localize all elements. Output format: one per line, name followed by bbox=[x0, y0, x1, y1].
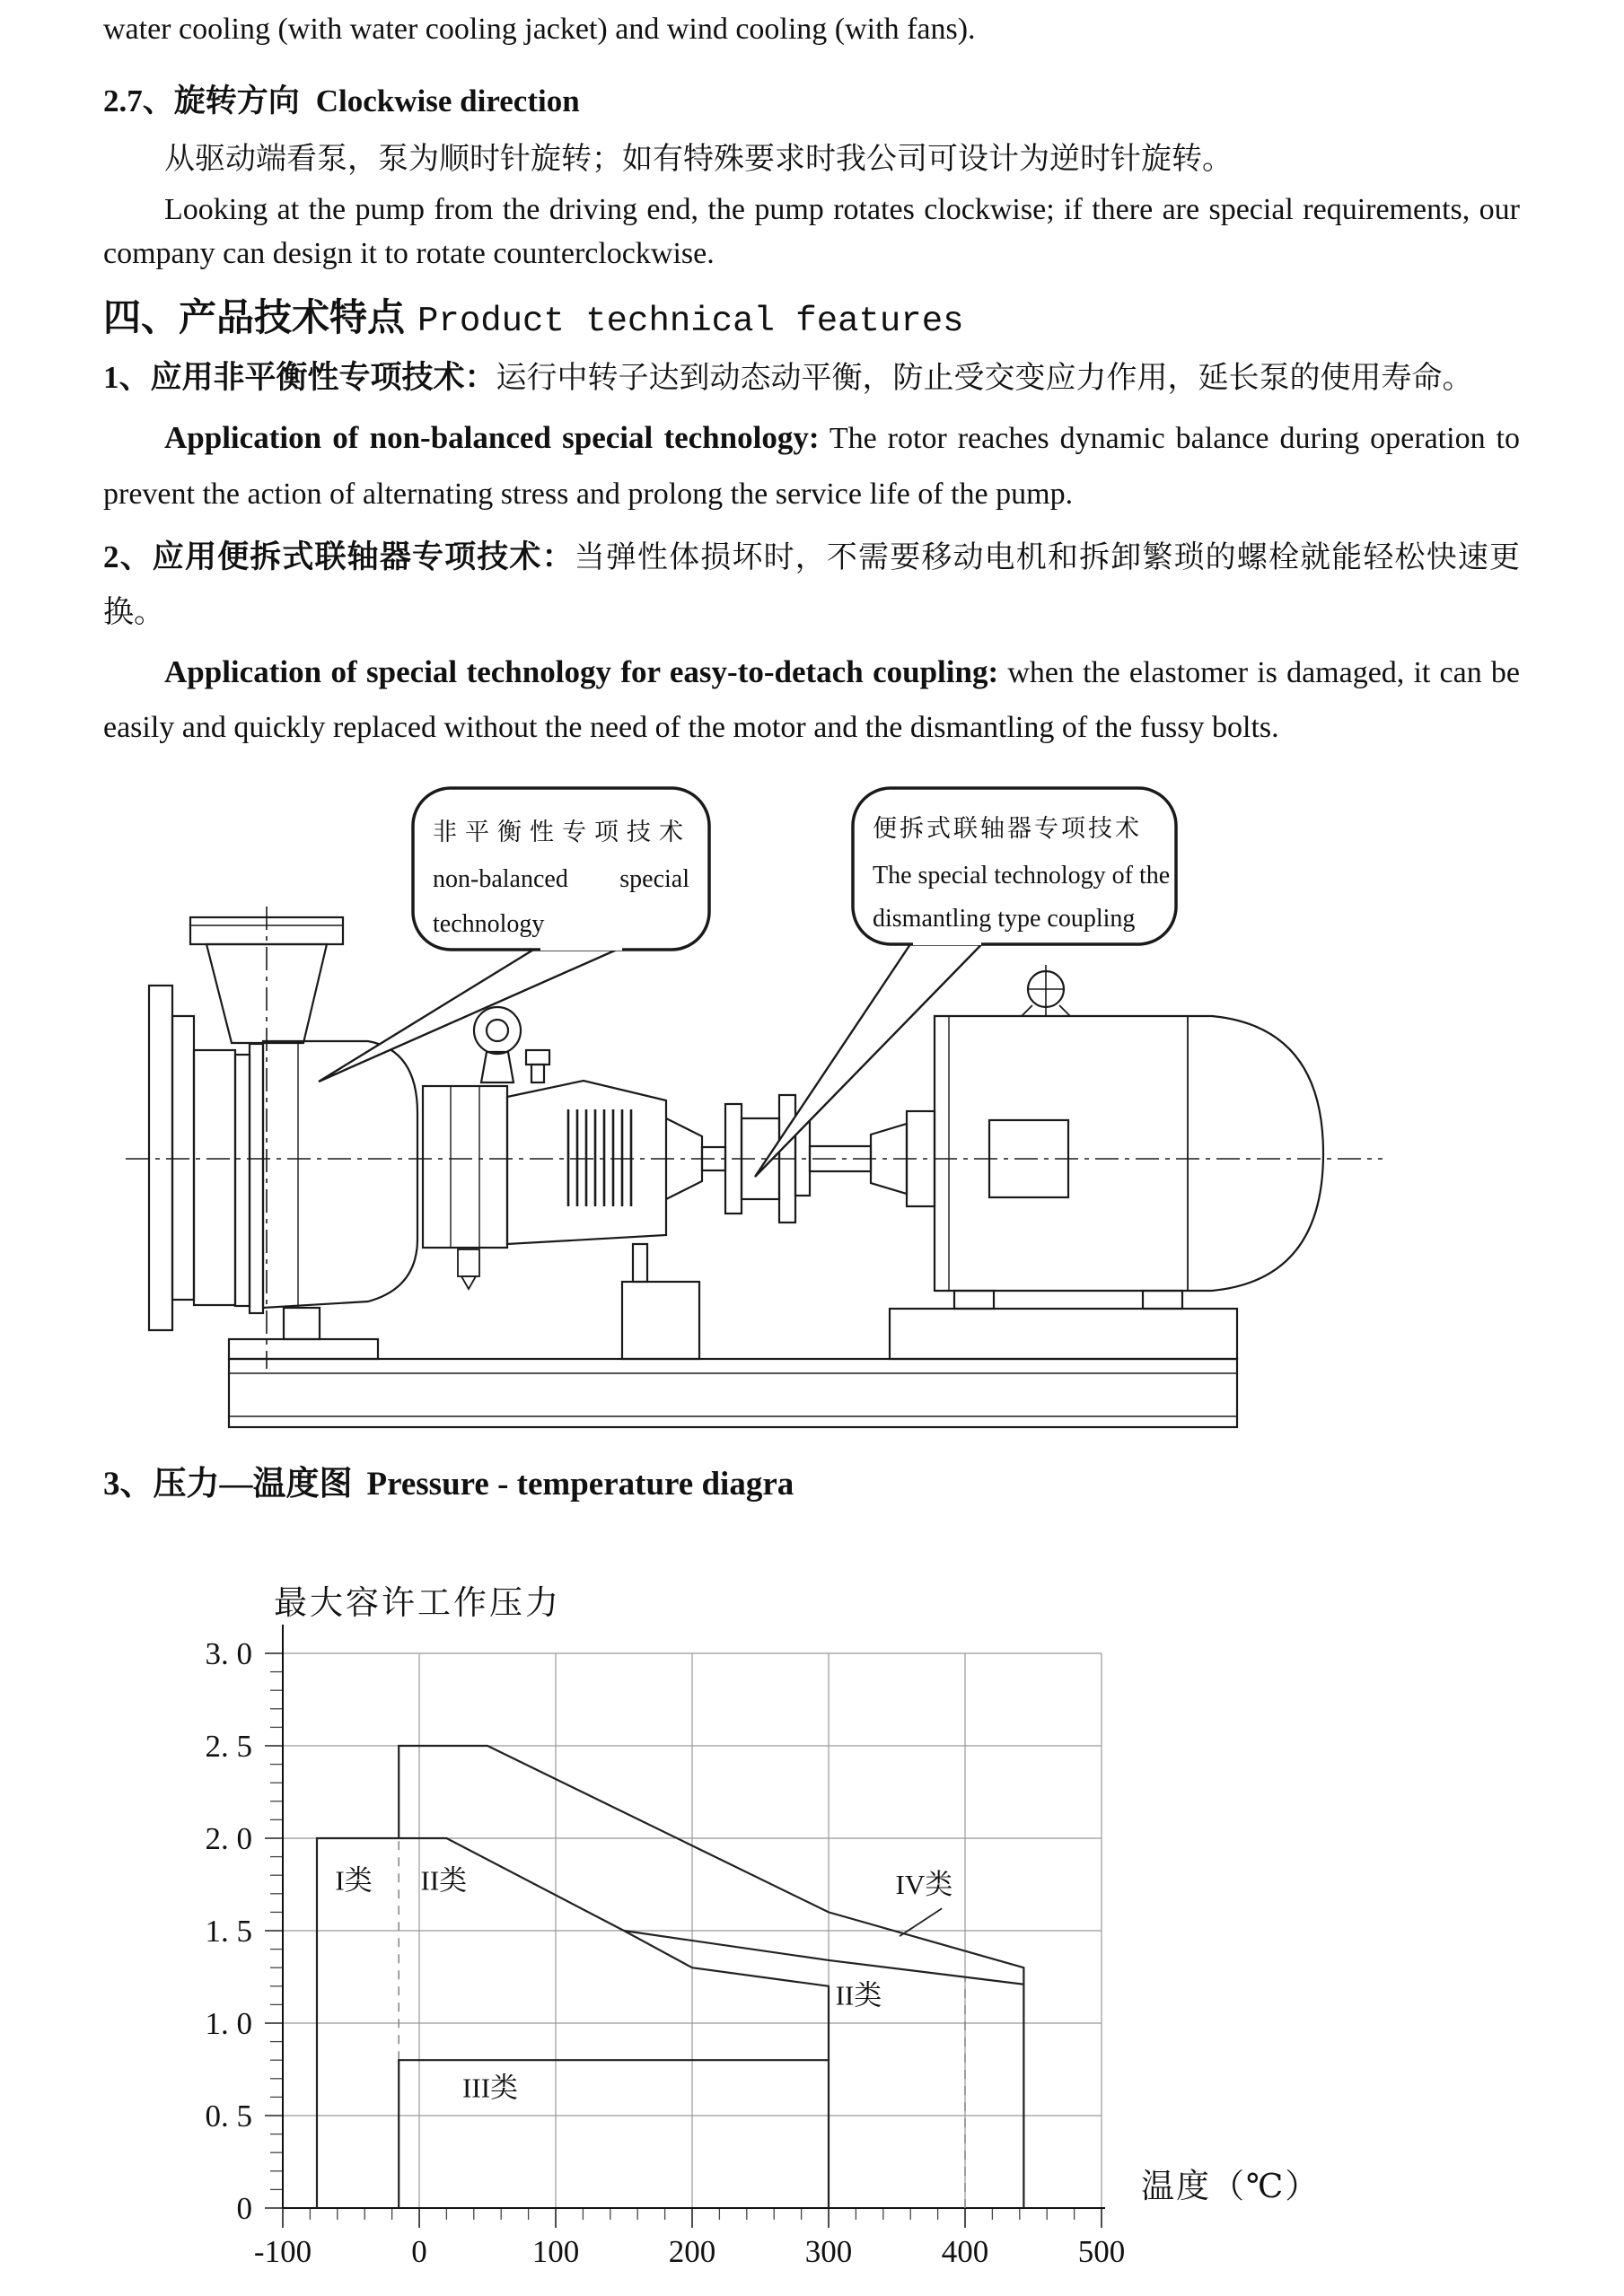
rotation-paragraph-en: Looking at the pump from the driving end, the pump rotates clockwise; if there are special requirements, our company can design it to rotate counterclockwise. bbox=[103, 192, 1520, 270]
feature-2-en bbox=[103, 644, 1520, 755]
feature-2-zh bbox=[103, 529, 1520, 640]
x-tick-label--100: -100 bbox=[253, 2234, 312, 2269]
callout1-en-b: special bbox=[619, 865, 689, 893]
y-tick-label-3: 3. 0 bbox=[205, 1636, 252, 1671]
feature-2-en-body: when the elastomer is damaged, it can be easily and quickly replaced without the need of the motor and the dismantling of the fussy bolts. bbox=[103, 656, 1520, 745]
callout2-en-line1: The special technology of the bbox=[873, 862, 1171, 889]
pump-assembly-diagram bbox=[99, 781, 1526, 1450]
electric-motor bbox=[890, 965, 1323, 1359]
rotation-paragraph-zh: 从驱动端看泵，泵为顺时针旋转；如有特殊要求时我公司可设计为逆时针旋转。 bbox=[164, 143, 1233, 177]
heading-section-3-zh: 3、压力—温度图 bbox=[103, 1466, 353, 1503]
x-tick-label-100: 100 bbox=[531, 2234, 580, 2269]
region-label-4: IV类 bbox=[895, 1868, 953, 1900]
heading-section-3 bbox=[103, 1456, 794, 1504]
x-tick-label-200: 200 bbox=[668, 2234, 716, 2269]
feature-1-zh bbox=[103, 349, 1520, 406]
y-tick-label-2: 2. 0 bbox=[205, 1821, 252, 1856]
intro-paragraph: water cooling (with water cooling jacket) and wind cooling (with fans). bbox=[103, 13, 976, 46]
callout1-en-a: non-balanced bbox=[433, 865, 568, 893]
y-tick-label-1: 1. 0 bbox=[205, 2006, 252, 2041]
region-label-0: I类 bbox=[335, 1864, 373, 1897]
chart-title: 最大容许工作压力 bbox=[274, 1585, 561, 1622]
heading-section-4-zh: 四、产品技术特点 bbox=[103, 298, 406, 340]
pressure-temperature-chart bbox=[99, 1573, 1517, 2291]
feature-2-en-lead: Application of special technology for easy-to-detach coupling: bbox=[164, 654, 999, 690]
callout-tail bbox=[319, 947, 624, 1082]
bearing-frame bbox=[423, 1007, 725, 1359]
feature-1-zh-lead: 1、应用非平衡性专项技术： bbox=[103, 360, 496, 396]
region-label-3: III类 bbox=[462, 2072, 519, 2104]
text-column bbox=[103, 7, 1520, 756]
feature-1-en-body: The rotor reaches dynamic balance during operation to prevent the action of alternating stress and prolong the service life of the pump. bbox=[103, 422, 1520, 511]
baseplate bbox=[229, 1359, 1237, 1427]
heading-2-7 bbox=[103, 76, 1520, 121]
x-tick-label-500: 500 bbox=[1077, 2234, 1126, 2269]
x-axis-label: 温度（℃） bbox=[1141, 2169, 1321, 2205]
callout2-en-line2: dismantling type coupling bbox=[873, 905, 1136, 933]
y-tick-label-0.5: 0. 5 bbox=[205, 2099, 252, 2134]
feature-1-en-lead: Application of non-balanced special technology: bbox=[164, 420, 820, 456]
x-tick-label-0: 0 bbox=[411, 2234, 427, 2269]
region-label-1: II类 bbox=[420, 1864, 468, 1897]
pump-casing bbox=[149, 917, 479, 1359]
heading-2-7-zh: 2.7、旋转方向 bbox=[103, 83, 300, 119]
class-II-lower-boundary bbox=[624, 1931, 829, 2208]
callout-detachable-coupling bbox=[755, 788, 1176, 1177]
class-IV-boundary bbox=[399, 1746, 1023, 1985]
x-tick-label-300: 300 bbox=[804, 2234, 853, 2269]
class-IV-leader-line bbox=[900, 1908, 942, 1936]
x-tick-label-400: 400 bbox=[941, 2234, 989, 2269]
callout2-zh: 便拆式联轴器专项技术 bbox=[873, 815, 1142, 842]
heading-section-3-en: Pressure - temperature diagra bbox=[366, 1466, 794, 1503]
heading-section-4 bbox=[103, 288, 1520, 342]
callout1-zh: 非平衡性专项技术 bbox=[433, 819, 691, 846]
y-tick-label-2.5: 2. 5 bbox=[205, 1729, 252, 1764]
callout-non-balanced bbox=[319, 788, 709, 1082]
cooling-fins bbox=[568, 1109, 631, 1206]
class-II-upper-boundary bbox=[624, 1931, 1023, 2208]
region-label-2: II类 bbox=[835, 1979, 882, 2011]
feature-1-en bbox=[103, 409, 1520, 521]
callout1-en-line2: technology bbox=[433, 910, 545, 938]
y-tick-label-0: 0 bbox=[236, 2191, 252, 2226]
feature-2-zh-lead: 2、应用便拆式联轴器专项技术： bbox=[103, 539, 575, 574]
feature-1-zh-body: 运行中转子达到动态动平衡，防止受交变应力作用，延长泵的使用寿命。 bbox=[496, 362, 1473, 396]
feature-2-zh-body: 当弹性体损坏时，不需要移动电机和拆卸繁琐的螺栓就能轻松快速更换。 bbox=[103, 540, 1520, 629]
lifting-eyebolt-icon bbox=[474, 1007, 521, 1054]
heading-2-7-en: Clockwise direction bbox=[315, 83, 580, 119]
y-tick-label-1.5: 1. 5 bbox=[205, 1914, 252, 1949]
heading-section-4-en: Product technical features bbox=[417, 302, 964, 342]
